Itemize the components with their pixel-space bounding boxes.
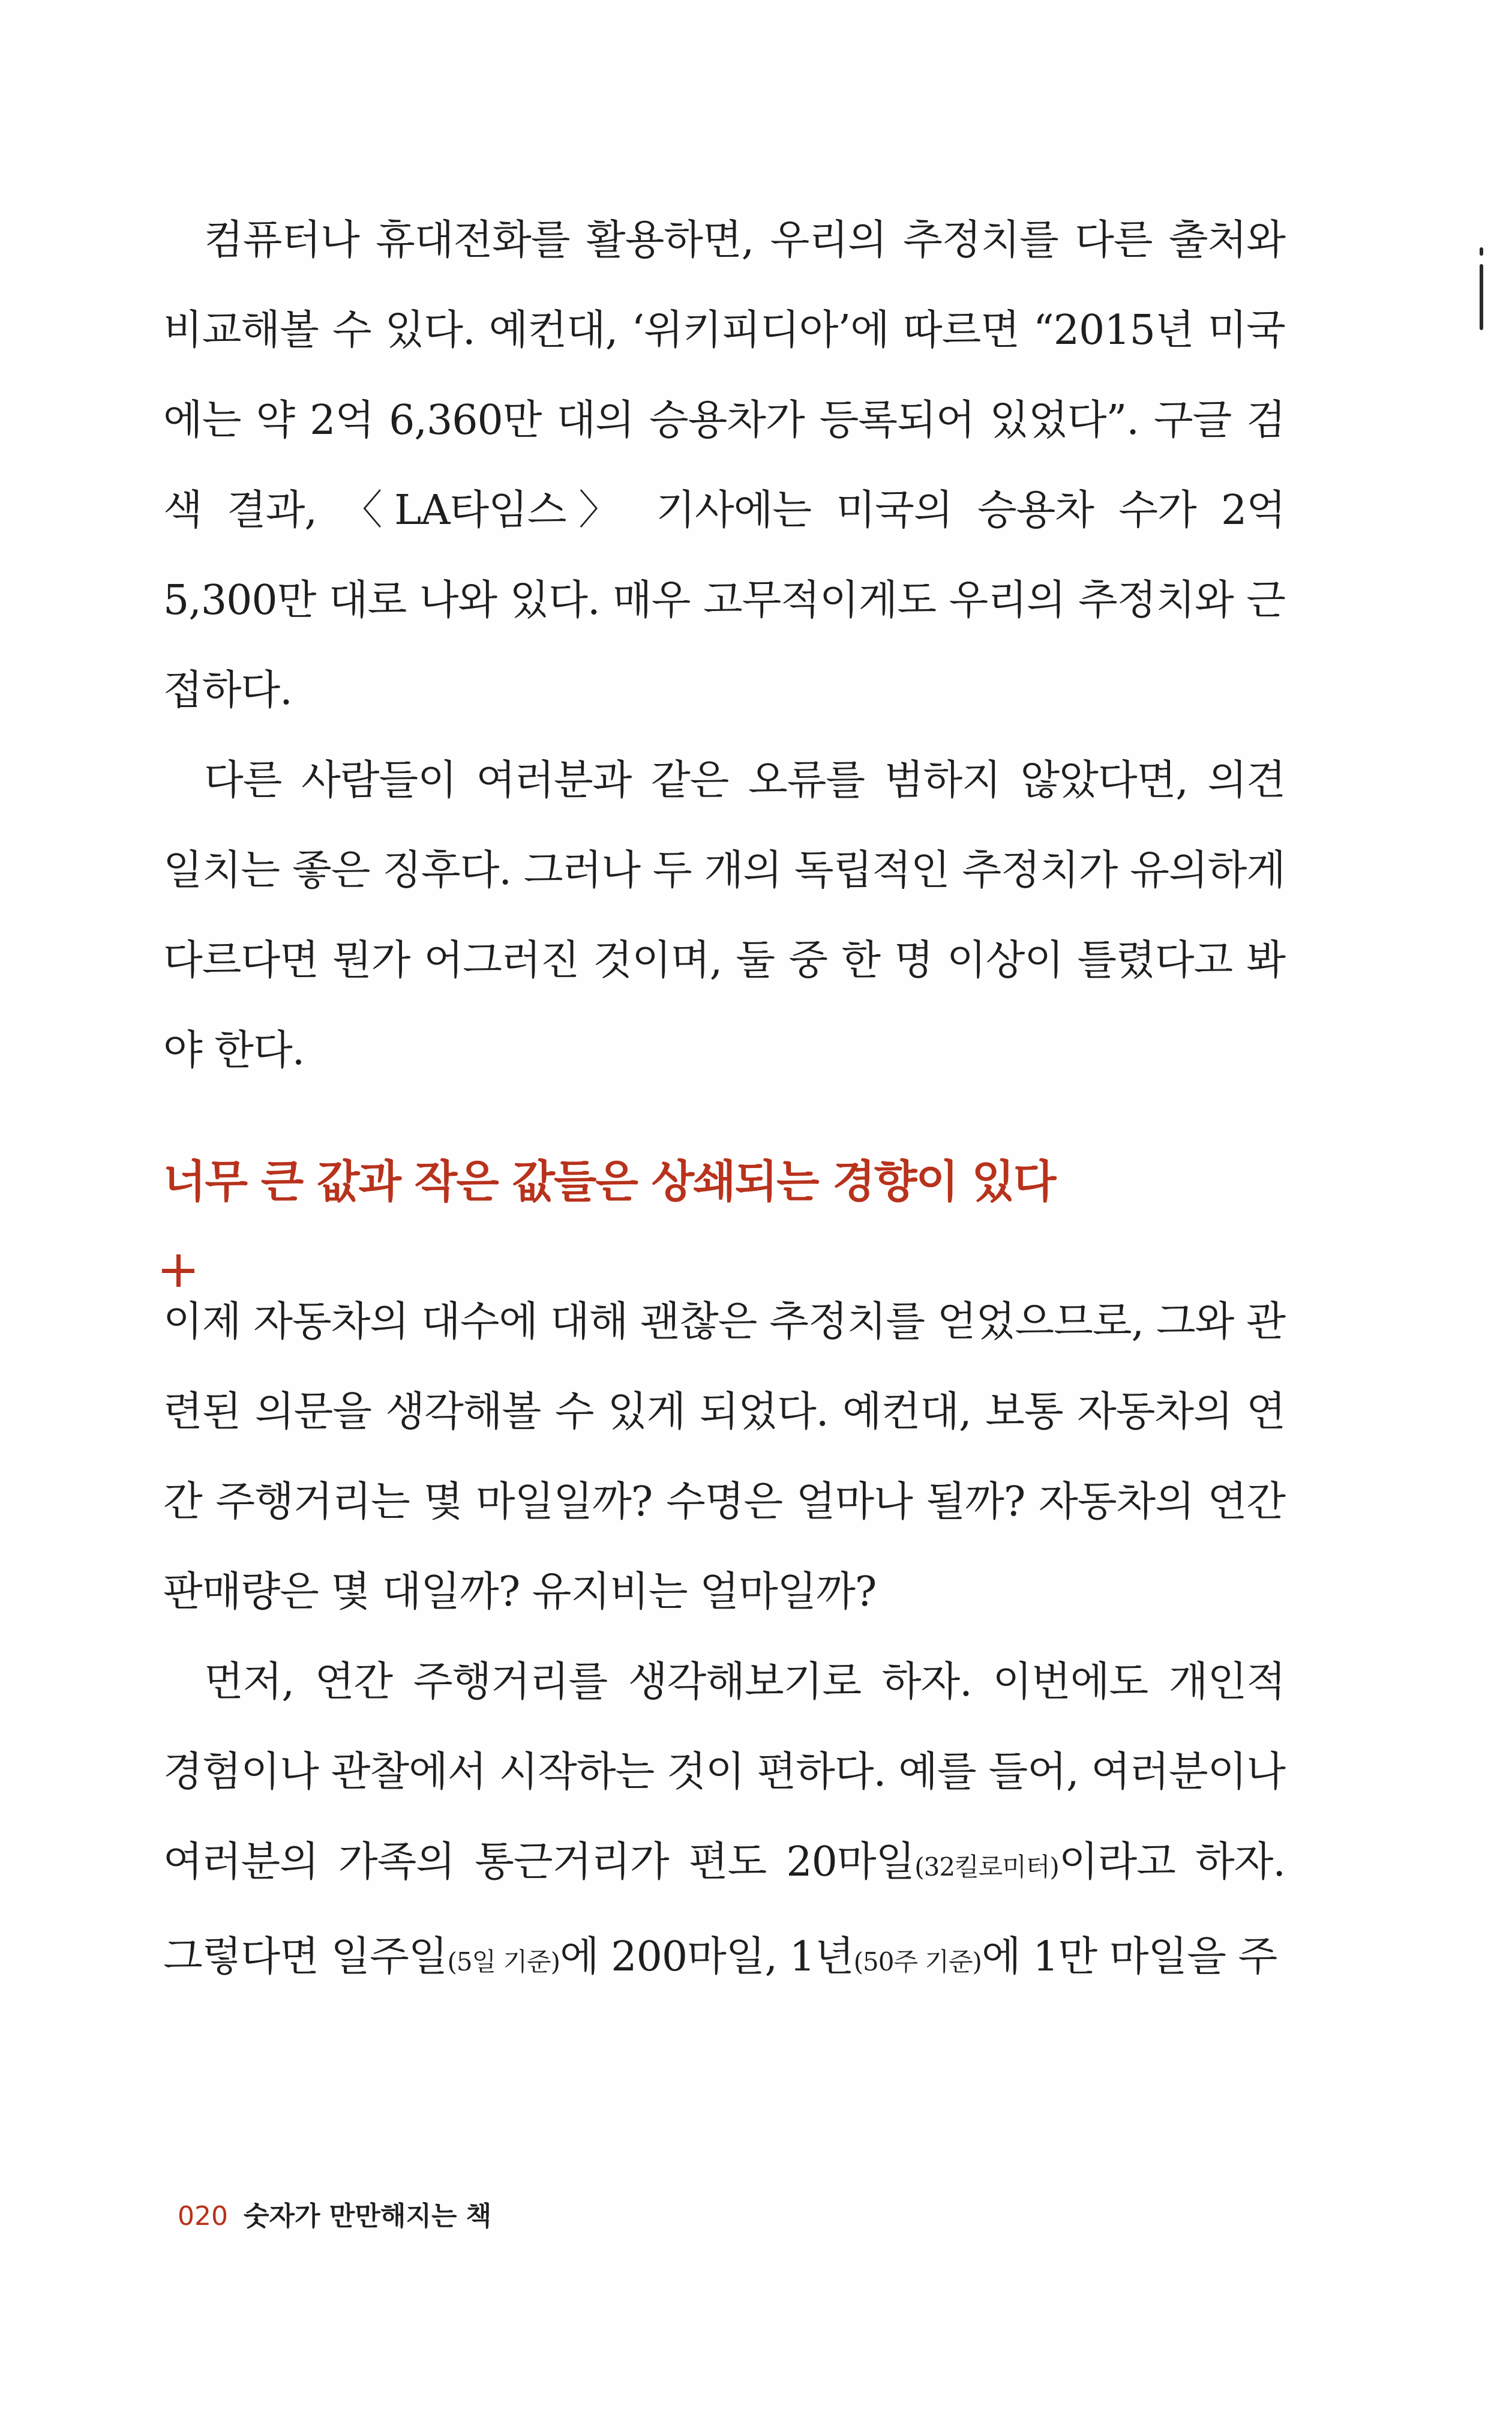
- mileage-note-days: (5일 기준): [447, 1947, 560, 1976]
- paragraph-annual-mileage: [163, 1637, 1285, 2007]
- section-body-text: [163, 1277, 1285, 2007]
- mileage-text-part2: 이라고 하자. 그렇다면 일주일: [163, 1838, 1285, 1981]
- section-heading: 너무 큰 값과 작은 값들은 상쇄되는 경향이 있다: [163, 1156, 1055, 1208]
- paragraph-independent-estimates: 다른 사람들이 여러분과 같은 오류를 범하지 않았다면, 의견 일치는 좋은 징후다. 그러나 두 개의 독립적인 추정치가 유의하게 다르다면 뭔가 어그러진 것이며, 둘 중 한 명 이상이 틀렸다고 봐야 한다.: [163, 757, 1285, 1074]
- mileage-text-part3: 에 200마일, 1년: [560, 1933, 854, 1981]
- page-edge-mark: [1480, 264, 1483, 330]
- paragraph-related-questions: 이제 자동차의 대수에 대해 괜찮은 추정치를 얻었으므로, 그와 관련된 의문을 생각해볼 수 있게 되었다. 예컨대, 보통 자동차의 연간 주행거리는 몇 마일일까? 수명은 얼마나 될까? 자동차의 연간 판매량은 몇 대일까? 유지비는 얼마일까?: [163, 1298, 1285, 1616]
- paragraph-source-comparison: 컴퓨터나 휴대전화를 활용하면, 우리의 추정치를 다른 출처와 비교해볼 수 있다. 예컨대, ‘위키피디아’에 따르면 “2015년 미국에는 약 2억 6,360만 대의 승용차가 등록되어 있었다”. 구글 검색 결과, 〈LA타임스〉 기사에는 미국의 승용차 수가 2억 5,300만 대로 나와 있다. 매우 고무적이게도 우리의 추정치와 근접하다.: [163, 217, 1285, 714]
- book-title: 숫자가 만만해지는 책: [243, 2201, 492, 2232]
- mileage-text-part4: 에 1만 마일을 주: [981, 1933, 1277, 1981]
- mileage-note-km: (32킬로미터): [914, 1852, 1059, 1882]
- mileage-note-weeks: (50주 기준): [853, 1947, 982, 1976]
- mileage-text-part1: 먼저, 연간 주행거리를 생각해보기로 하자. 이번에도 개인적 경험이나 관찰에서 시작하는 것이 편하다. 예를 들어, 여러분이나 여러분의 가족의 통근거리가 편도 20마일: [163, 1658, 1285, 1886]
- page-number: 020: [178, 2201, 228, 2232]
- page-footer: [178, 2194, 491, 2233]
- section-intro-text: [163, 196, 1285, 1096]
